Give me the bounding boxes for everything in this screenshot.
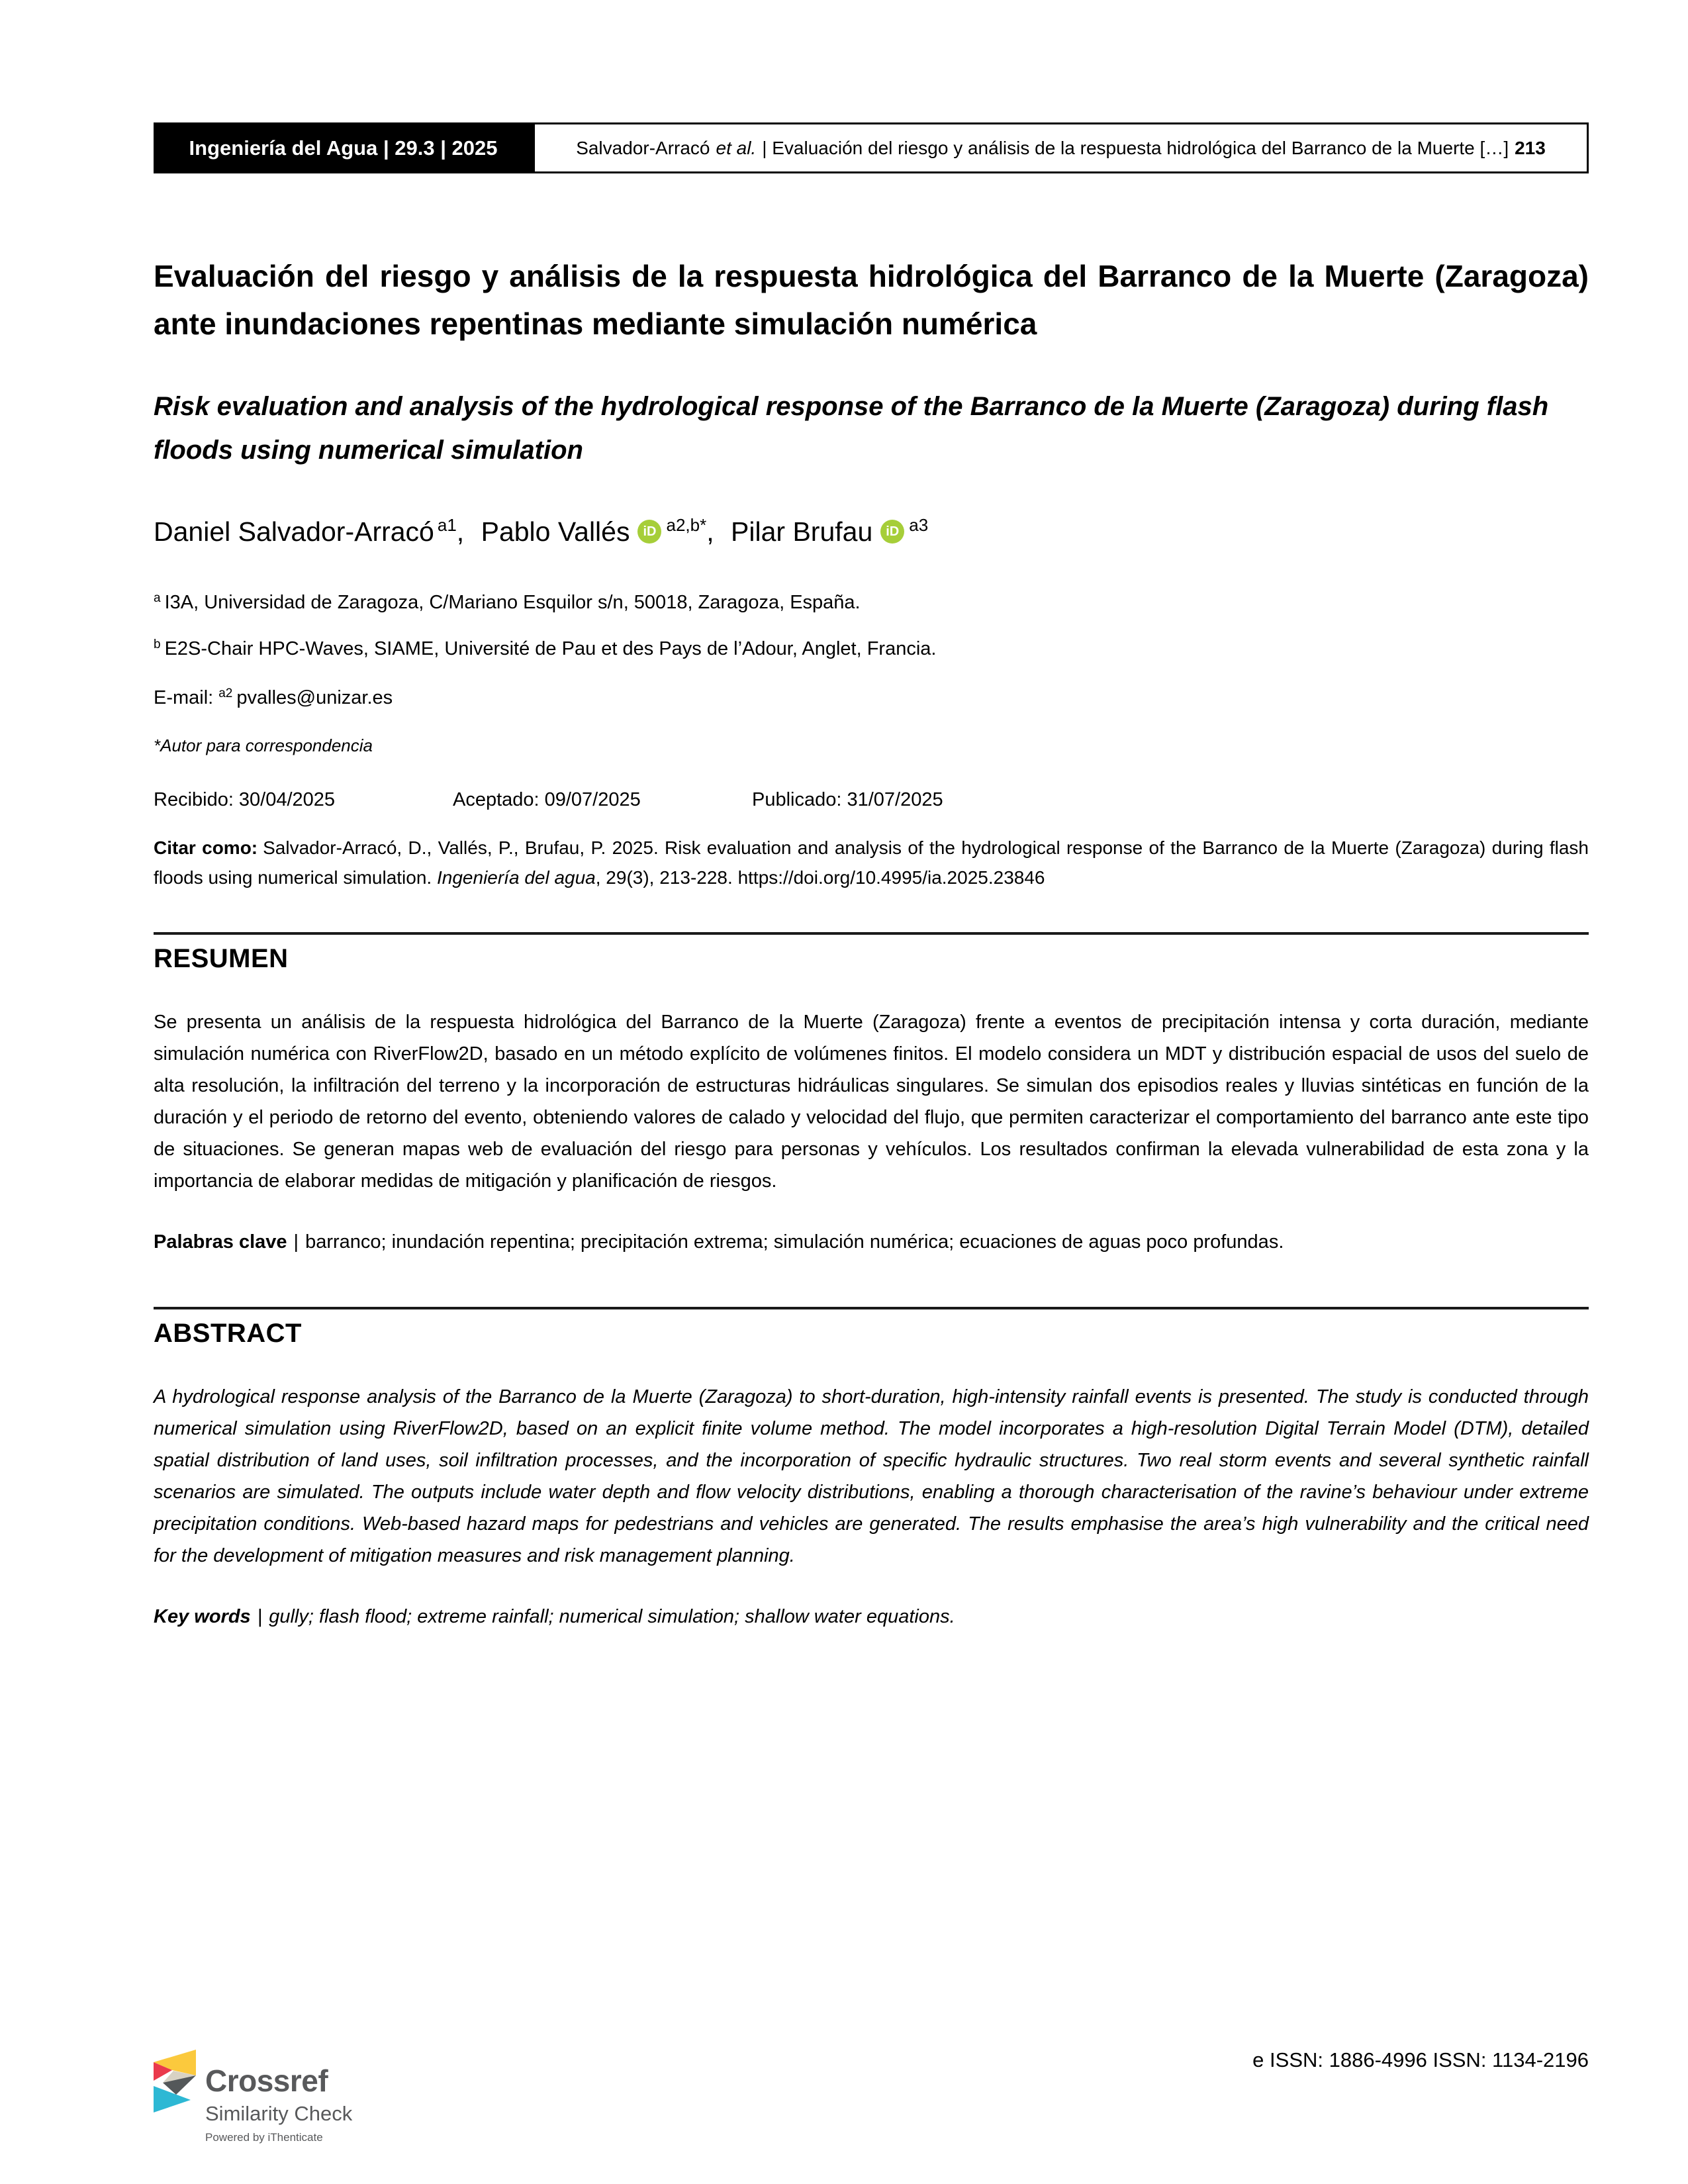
keywords-separator: | bbox=[293, 1231, 299, 1253]
author-list bbox=[154, 514, 1589, 552]
email-label: E-mail: bbox=[154, 687, 214, 708]
abstract-heading: ABSTRACT bbox=[154, 1319, 302, 1348]
correspondence-note: *Autor para correspondencia bbox=[154, 736, 373, 755]
cite-as bbox=[154, 833, 1589, 892]
date-published bbox=[752, 786, 943, 813]
journal-banner bbox=[154, 122, 533, 173]
article-title-spanish: Evaluación del riesgo y análisis de la respuesta hidrológica del Barranco de la Muerte (Zaragoza) ante inundaciones repentinas mediante simulación numérica bbox=[154, 259, 1589, 341]
email-address[interactable]: pvalles@unizar.es bbox=[236, 687, 393, 708]
running-head bbox=[533, 122, 1589, 173]
key-words-label: Key words bbox=[154, 1606, 251, 1627]
orcid-icon[interactable]: iD bbox=[637, 520, 661, 544]
author-affiliation-sup: a3 bbox=[909, 515, 929, 535]
crossref-logo-text bbox=[205, 2065, 352, 2144]
palabras-clave-line bbox=[154, 1226, 1589, 1258]
date-received-label: Recibido: bbox=[154, 789, 234, 810]
running-head-authors: Salvador-Arracó bbox=[576, 137, 710, 158]
orcid-icon[interactable]: iD bbox=[880, 520, 904, 544]
cite-as-journal: Ingeniería del agua bbox=[437, 867, 596, 888]
author-name: Pilar Brufau bbox=[731, 516, 873, 547]
affiliation-b bbox=[154, 636, 1589, 665]
doi-link[interactable]: https://doi.org/10.4995/ia.2025.23846 bbox=[737, 867, 1045, 888]
affiliation-text: E2S-Chair HPC-Waves, SIAME, Université de Pau et des Pays de l’Adour, Anglet, Francia. bbox=[164, 638, 937, 659]
article-dates bbox=[154, 786, 1589, 813]
abstract-body: A hydrological response analysis of the Barranco de la Muerte (Zaragoza) to short-duration, high-intensity rainfall events is presented. The study is conducted through numerical simulation using RiverFlow2D, based on an explicit finite volume method. The model incorporates a high-resolution Digital Terrain Model (DTM), detailed spatial distribution of land uses, soil infiltration processes, and the incorporation of specific hydraulic structures. Two real storm events and several synthetic rainfall scenarios are simulated. The outputs include water depth and flow velocity distributions, enabling a thorough characterisation of the ravine’s behaviour under extreme precipitation conditions. Web-based hazard maps for pedestrians and vehicles are generated. The results emphasise the area’s high vulnerability and the critical need for the development of mitigation measures and risk management planning. bbox=[154, 1386, 1589, 1566]
affiliation-sup: a bbox=[154, 591, 161, 605]
key-words-text: gully; flash flood; extreme rainfall; numerical simulation; shallow water equations. bbox=[269, 1606, 955, 1627]
cite-as-volume-pages: , 29(3), 213-228. bbox=[595, 867, 733, 888]
cite-as-label: Citar como: bbox=[154, 837, 258, 858]
author-affiliation-sup: a1 bbox=[437, 515, 457, 535]
section-divider bbox=[154, 1307, 1589, 1309]
email-sup: a2 bbox=[218, 687, 233, 700]
crossref-similarity-check-logo bbox=[154, 2048, 352, 2144]
author-name: Daniel Salvador-Arracó bbox=[154, 516, 434, 547]
author-separator: , bbox=[456, 516, 465, 547]
affiliation-sup: b bbox=[154, 638, 161, 651]
similarity-check-label: Similarity Check bbox=[205, 2102, 353, 2125]
palabras-clave-label: Palabras clave bbox=[154, 1231, 287, 1253]
crossref-wordmark: Crossref bbox=[205, 2064, 328, 2098]
article-title-english: Risk evaluation and analysis of the hydrological response of the Barranco de la Muerte (Zaragoza) during flash floods using numerical simulation bbox=[154, 392, 1549, 465]
author-name: Pablo Vallés bbox=[481, 516, 630, 547]
crossref-logo-icon bbox=[154, 2048, 196, 2113]
date-accepted-value: 09/07/2025 bbox=[544, 789, 641, 810]
powered-by-ithenticate-label: Powered by iThenticate bbox=[205, 2131, 323, 2144]
author-separator: , bbox=[706, 516, 714, 547]
journal-banner-text: Ingeniería del Agua | 29.3 | 2025 bbox=[189, 136, 498, 160]
affiliation-text: I3A, Universidad de Zaragoza, C/Mariano Esquilor s/n, 50018, Zaragoza, España. bbox=[164, 592, 861, 613]
resumen-body: Se presenta un análisis de la respuesta hidrológica del Barranco de la Muerte (Zaragoza) frente a eventos de precipitación intensa y corta duración, mediante simulación numérica con RiverFlow2D, basado en un método explícito de volúmenes finitos. El modelo considera un MDT y distribución espacial de usos del suelo de alta resolución, la infiltración del terreno y la incorporación de estructuras hidráulicas singulares. Se simulan dos episodios reales y lluvias sintéticas en función de la duración y el periodo de retorno del evento, obteniendo valores de calado y velocidad del flujo, que permiten caracterizar el comportamiento del barranco ante este tipo de situaciones. Se generan mapas web de evaluación del riesgo para personas y vehículos. Los resultados confirman la elevada vulnerabilidad de esta zona y la importancia de elaborar medidas de mitigación y planificación de riesgos. bbox=[154, 1012, 1589, 1192]
page-number: 213 bbox=[1515, 137, 1546, 158]
email-line bbox=[154, 685, 1589, 714]
key-words-line bbox=[154, 1601, 1589, 1633]
keywords-separator: | bbox=[257, 1606, 263, 1627]
date-published-label: Publicado: bbox=[752, 789, 842, 810]
running-head-title: | Evaluación del riesgo y análisis de la respuesta hidrológica del Barranco de la Muerte […] bbox=[762, 137, 1509, 158]
issn-line: e ISSN: 1886-4996 ISSN: 1134-2196 bbox=[1252, 2048, 1589, 2071]
date-accepted-label: Aceptado: bbox=[453, 789, 539, 810]
running-head-etal: et al. bbox=[716, 137, 757, 158]
date-accepted bbox=[453, 786, 752, 813]
section-divider bbox=[154, 932, 1589, 935]
date-received bbox=[154, 786, 453, 813]
page-header bbox=[154, 122, 1589, 173]
date-published-value: 31/07/2025 bbox=[847, 789, 943, 810]
date-received-value: 30/04/2025 bbox=[238, 789, 336, 810]
affiliation-a bbox=[154, 589, 1589, 618]
cite-as-text: Salvador-Arracó, D., Vallés, P., Brufau, P. 2025. Risk evaluation and analysis of the hydrological response of the Barranco de la Muerte (Zaragoza) during flash floods using numerical simulation. bbox=[154, 837, 1589, 888]
author-affiliation-sup: a2,b* bbox=[666, 515, 707, 535]
palabras-clave-text: barranco; inundación repentina; precipitación extrema; simulación numérica; ecuaciones de aguas poco profundas. bbox=[305, 1231, 1284, 1253]
resumen-heading: RESUMEN bbox=[154, 944, 289, 973]
